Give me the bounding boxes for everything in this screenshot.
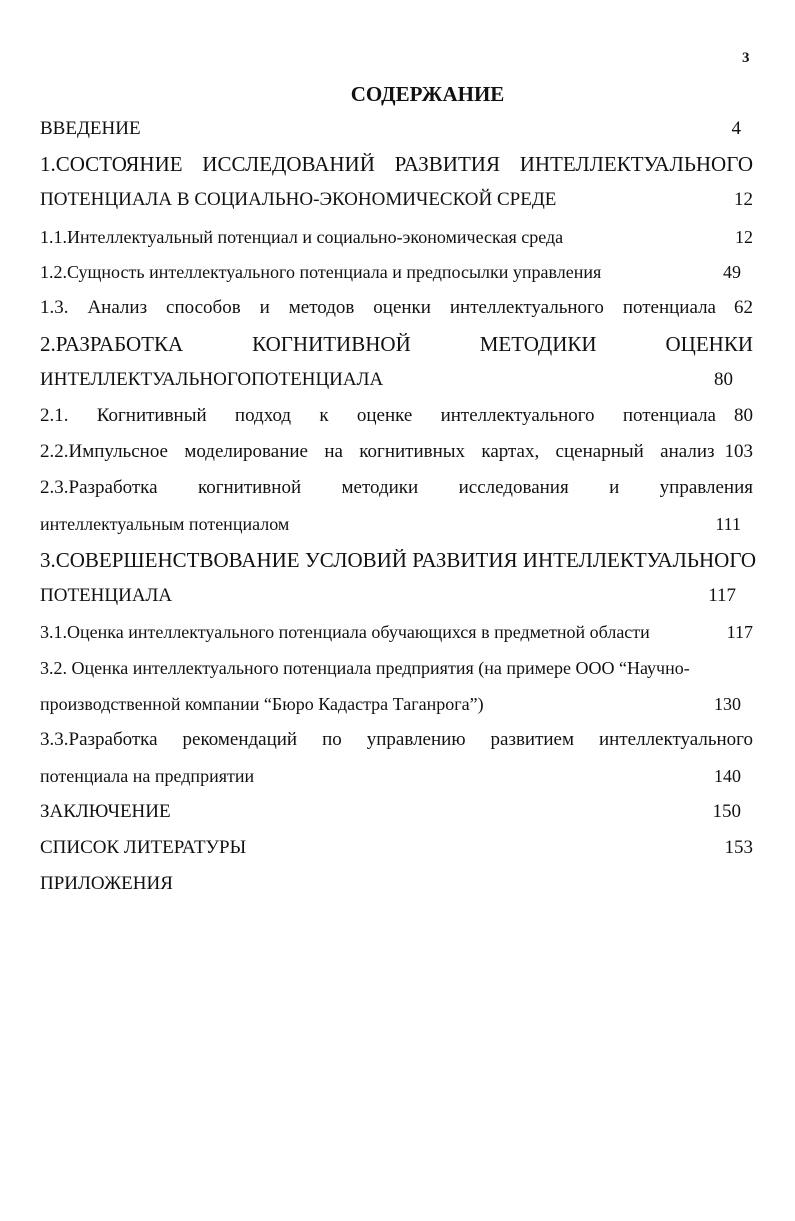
toc-page: 140 (714, 765, 741, 786)
toc-entry-1-3 (40, 292, 753, 324)
toc-page: 12 (734, 189, 753, 210)
toc-entry-3-1 (40, 616, 753, 648)
toc-page: 49 (723, 261, 741, 282)
toc-entry-2-3-line1 (40, 472, 753, 504)
toc-label: 3.1.Оценка интеллектуального потенциала обучающихся в предметной области (40, 621, 650, 642)
toc-entry-2-1 (40, 400, 753, 432)
toc-label: интеллектуальным потенциалом (40, 513, 290, 534)
toc-label: 2.2.Импульсное моделирование на когнитивных картах, сценарный анализ (40, 441, 715, 462)
toc-label: 1.СОСТОЯНИЕ ИССЛЕДОВАНИЙ РАЗВИТИЯ ИНТЕЛЛЕКТУАЛЬНОГО (40, 151, 753, 176)
toc-entry-intro (40, 113, 753, 145)
page-title: СОДЕРЖАНИЕ (350, 82, 505, 106)
toc-entry-ch1-line2 (40, 184, 753, 216)
toc-entry-2-3-line2 (40, 508, 753, 540)
toc-label: 3.3.Разработка рекомендаций по управлению развитием интеллектуального (40, 729, 753, 750)
toc-entry-conclusion (40, 796, 753, 828)
toc-label: ПОТЕНЦИАЛА В СОЦИАЛЬНО-ЭКОНОМИЧЕСКОЙ СРЕДЕ (40, 189, 557, 210)
toc-entry-ch1-line1 (40, 148, 753, 180)
toc-entry-3-2-line1 (40, 652, 753, 684)
toc-entry-3-3-line1 (40, 724, 753, 756)
toc-label: потенциала на предприятии (40, 765, 255, 786)
toc-label: 1.1.Интеллектуальный потенциал и социально-экономическая среда (40, 226, 564, 247)
toc-label: ПРИЛОЖЕНИЯ (40, 873, 173, 894)
toc-page: 103 (724, 441, 753, 462)
toc-entry-2-2 (40, 436, 753, 468)
toc-page: 117 (726, 621, 753, 642)
toc-label: 2.РАЗРАБОТКА КОГНИТИВНОЙ МЕТОДИКИ ОЦЕНКИ (40, 331, 753, 356)
toc-entry-appendices (40, 868, 753, 900)
toc-entry-references (40, 832, 753, 864)
toc-page: 150 (712, 801, 741, 822)
toc-entry-3-3-line2 (40, 760, 753, 792)
toc-entry-1-1 (40, 221, 753, 253)
toc-label: ЗАКЛЮЧЕНИЕ (40, 801, 171, 822)
toc-page: 153 (724, 837, 753, 858)
toc-label: 1.2.Сущность интеллектуального потенциала и предпосылки управления (40, 261, 602, 282)
toc-entry-3-2-line2 (40, 688, 753, 720)
toc-page: 62 (734, 297, 753, 318)
toc-page: 111 (715, 513, 741, 534)
toc-label: 1.3. Анализ способов и методов оценки интеллектуального потенциала (40, 297, 716, 318)
toc-entry-ch3-line2 (40, 580, 753, 612)
toc-label: ИНТЕЛЛЕКТУАЛЬНОГОПОТЕНЦИАЛА (40, 369, 384, 390)
toc-entry-ch2-line1 (40, 328, 753, 360)
toc-label: 2.1. Когнитивный подход к оценке интеллектуального потенциала (40, 405, 716, 426)
toc-page: 80 (714, 369, 733, 390)
toc-page: 12 (735, 226, 753, 247)
toc-label: производственной компании “Бюро Кадастра Таганрога”) (40, 693, 484, 714)
toc-page: 130 (714, 693, 741, 714)
toc-label: 3.2. Оценка интеллектуального потенциала предприятия (на примере ООО “Научно- (40, 657, 690, 678)
toc-entry-ch2-line2 (40, 364, 753, 396)
toc-entry-ch3-line1 (40, 544, 757, 576)
toc-label: 3.СОВЕРШЕНСТВОВАНИЕ УСЛОВИЙ РАЗВИТИЯ ИНТЕЛЛЕКТУАЛЬНОГО (40, 547, 757, 572)
toc-label: ПОТЕНЦИАЛА (40, 585, 173, 606)
toc-label: 2.3.Разработка когнитивной методики исследования и управления (40, 477, 753, 498)
toc-page: 4 (731, 118, 741, 139)
toc-entry-1-2 (40, 256, 753, 288)
page-number: 3 (742, 50, 750, 66)
toc-page: 117 (708, 585, 736, 606)
toc-label: ВВЕДЕНИЕ (40, 118, 141, 139)
toc-page: 80 (734, 405, 753, 426)
toc-label: СПИСОК ЛИТЕРАТУРЫ (40, 837, 247, 858)
